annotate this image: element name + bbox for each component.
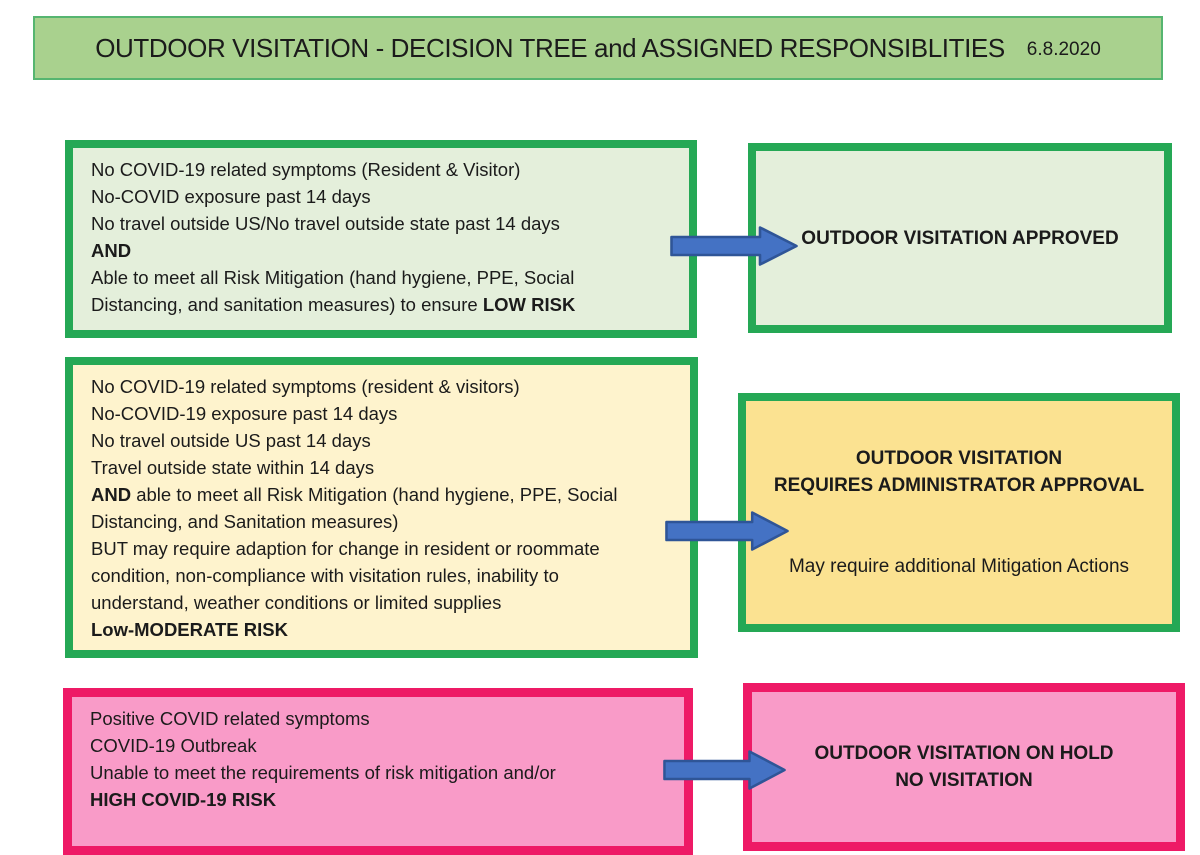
text-line: Low-MODERATE RISK <box>91 619 288 640</box>
flow-arrow-icon-high-risk <box>663 750 786 790</box>
text-line: No COVID-19 related symptoms (Resident & Visitor) <box>91 159 521 180</box>
outcome-box-administrator-approval <box>738 393 1180 632</box>
text-line: Distancing, and sanitation measures) to ensure LOW RISK <box>91 294 576 315</box>
flow-arrow-icon-low-moderate-risk <box>665 511 789 551</box>
text-line: No-COVID-19 exposure past 14 days <box>91 403 398 424</box>
text-line: HIGH COVID-19 RISK <box>90 789 277 810</box>
outcome-box-approved <box>748 143 1172 333</box>
text-line <box>956 499 961 526</box>
text-line: OUTDOOR VISITATION <box>855 448 1063 469</box>
condition-box-low-moderate-risk <box>65 357 698 658</box>
condition-box-low-risk <box>65 140 697 338</box>
text-line: No COVID-19 related symptoms (resident & visitors) <box>91 376 520 397</box>
condition-box-high-risk <box>63 688 693 855</box>
text-line: condition, non-compliance with visitation rules, inability to <box>91 565 559 586</box>
title-banner <box>33 16 1163 80</box>
text-line: Unable to meet the requirements of risk mitigation and/or <box>90 762 556 783</box>
text-line: OUTDOOR VISITATION APPROVED <box>801 227 1119 249</box>
flow-arrow-icon-low-risk <box>670 226 798 266</box>
text-line: understand, weather conditions or limited supplies <box>91 592 502 613</box>
text-line: REQUIRES ADMINISTRATOR APPROVAL <box>773 475 1145 496</box>
text-line: No-COVID exposure past 14 days <box>91 186 371 207</box>
text-line: Travel outside state within 14 days <box>91 457 375 478</box>
text-line: No travel outside US past 14 days <box>91 430 371 451</box>
text-line: Distancing, and Sanitation measures) <box>91 511 399 532</box>
outcome-box-on-hold <box>743 683 1185 851</box>
text-line: Able to meet all Risk Mitigation (hand hygiene, PPE, Social <box>91 267 575 288</box>
title-date: 6.8.2020 <box>1026 39 1101 60</box>
page-title: OUTDOOR VISITATION - DECISION TREE and ASSIGNED RESPONSIBLITIES <box>95 32 1005 63</box>
text-line: May require additional Mitigation Actions <box>788 556 1130 577</box>
text-line: NO VISITATION <box>895 770 1033 791</box>
text-line: AND <box>91 240 132 261</box>
text-line <box>956 526 961 553</box>
text-line: BUT may require adaption for change in resident or roommate <box>91 538 600 559</box>
text-line: COVID-19 Outbreak <box>90 735 257 756</box>
text-line: Positive COVID related symptoms <box>90 708 370 729</box>
text-line: OUTDOOR VISITATION ON HOLD <box>814 743 1114 764</box>
text-line: No travel outside US/No travel outside state past 14 days <box>91 213 560 234</box>
text-line: AND able to meet all Risk Mitigation (hand hygiene, PPE, Social <box>91 484 618 505</box>
